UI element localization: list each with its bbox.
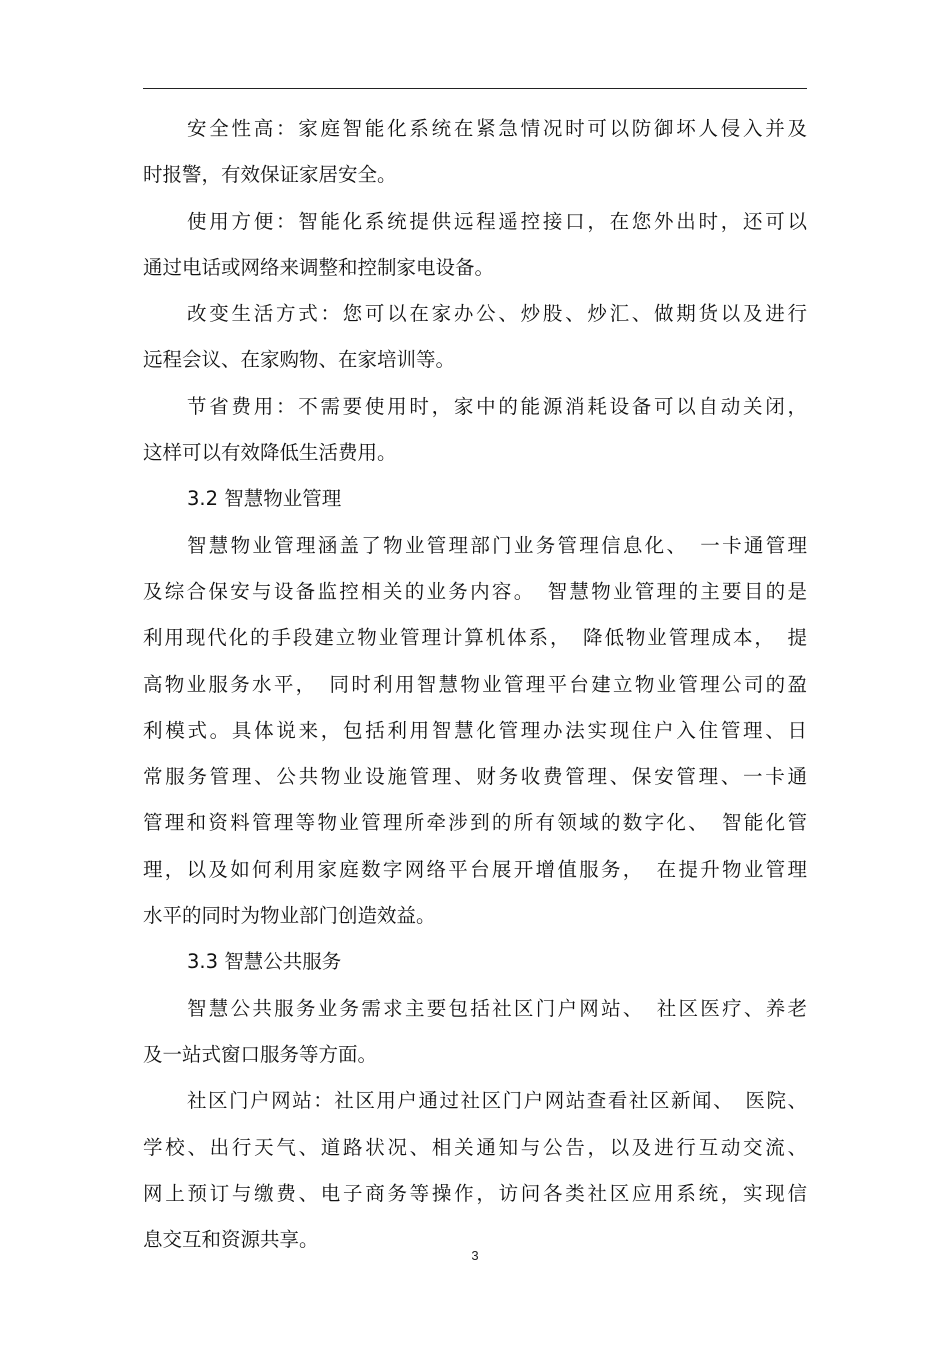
- text-line: 远程会议、在家购物、在家培训等。: [143, 348, 456, 372]
- text-line: 及综合保安与设备监控相关的业务内容。 智慧物业管理的主要目的是: [143, 579, 807, 603]
- text-line: 及一站式窗口服务等方面。: [143, 1042, 378, 1066]
- document-body: [143, 106, 807, 1263]
- text-line: 水平的同时为物业部门创造效益。: [143, 904, 436, 928]
- text-line: 管理和资料管理等物业管理所牵涉到的所有领域的数字化、 智能化管: [143, 811, 807, 835]
- text-line: 利用现代化的手段建立物业管理计算机体系， 降低物业管理成本， 提: [143, 626, 807, 650]
- text-line: 节省费用：不需要使用时，家中的能源消耗设备可以自动关闭，: [187, 394, 807, 418]
- text-line: 安全性高：家庭智能化系统在紧急情况时可以防御坏人侵入并及: [187, 117, 807, 140]
- text-line: 学校、出行天气、道路状况、相关通知与公告，以及进行互动交流、: [143, 1135, 807, 1159]
- page-number: 3: [471, 1248, 479, 1263]
- section-heading: 3.3 智慧公共服务: [187, 950, 342, 974]
- text-line: 通过电话或网络来调整和控制家电设备。: [143, 255, 495, 279]
- text-line: 社区门户网站：社区用户通过社区门户网站查看社区新闻、 医院、: [187, 1089, 807, 1113]
- text-line: 理，以及如何利用家庭数字网络平台展开增值服务， 在提升物业管理: [143, 857, 807, 881]
- text-line: 智慧公共服务业务需求主要包括社区门户网站、 社区医疗、养老: [187, 996, 807, 1020]
- header-rule: [143, 88, 807, 89]
- text-line: 改变生活方式：您可以在家办公、炒股、炒汇、做期货以及进行: [187, 302, 807, 326]
- text-line: 这样可以有效降低生活费用。: [143, 441, 397, 465]
- text-line: 常服务管理、公共物业设施管理、财务收费管理、保安管理、一卡通: [143, 765, 807, 789]
- text-line: 使用方便：智能化系统提供远程遥控接口，在您外出时，还可以: [187, 209, 807, 233]
- text-line: 高物业服务水平， 同时利用智慧物业管理平台建立物业管理公司的盈: [143, 672, 807, 696]
- text-line: 利模式。具体说来，包括利用智慧化管理办法实现住户入住管理、日: [143, 718, 807, 742]
- text-line: 智慧物业管理涵盖了物业管理部门业务管理信息化、 一卡通管理: [187, 533, 807, 557]
- text-line: 息交互和资源共享。: [143, 1228, 319, 1252]
- text-line: 网上预订与缴费、电子商务等操作，访问各类社区应用系统，实现信: [143, 1181, 807, 1205]
- text-line: 时报警，有效保证家居安全。: [143, 163, 397, 187]
- section-heading: 3.2 智慧物业管理: [187, 487, 342, 511]
